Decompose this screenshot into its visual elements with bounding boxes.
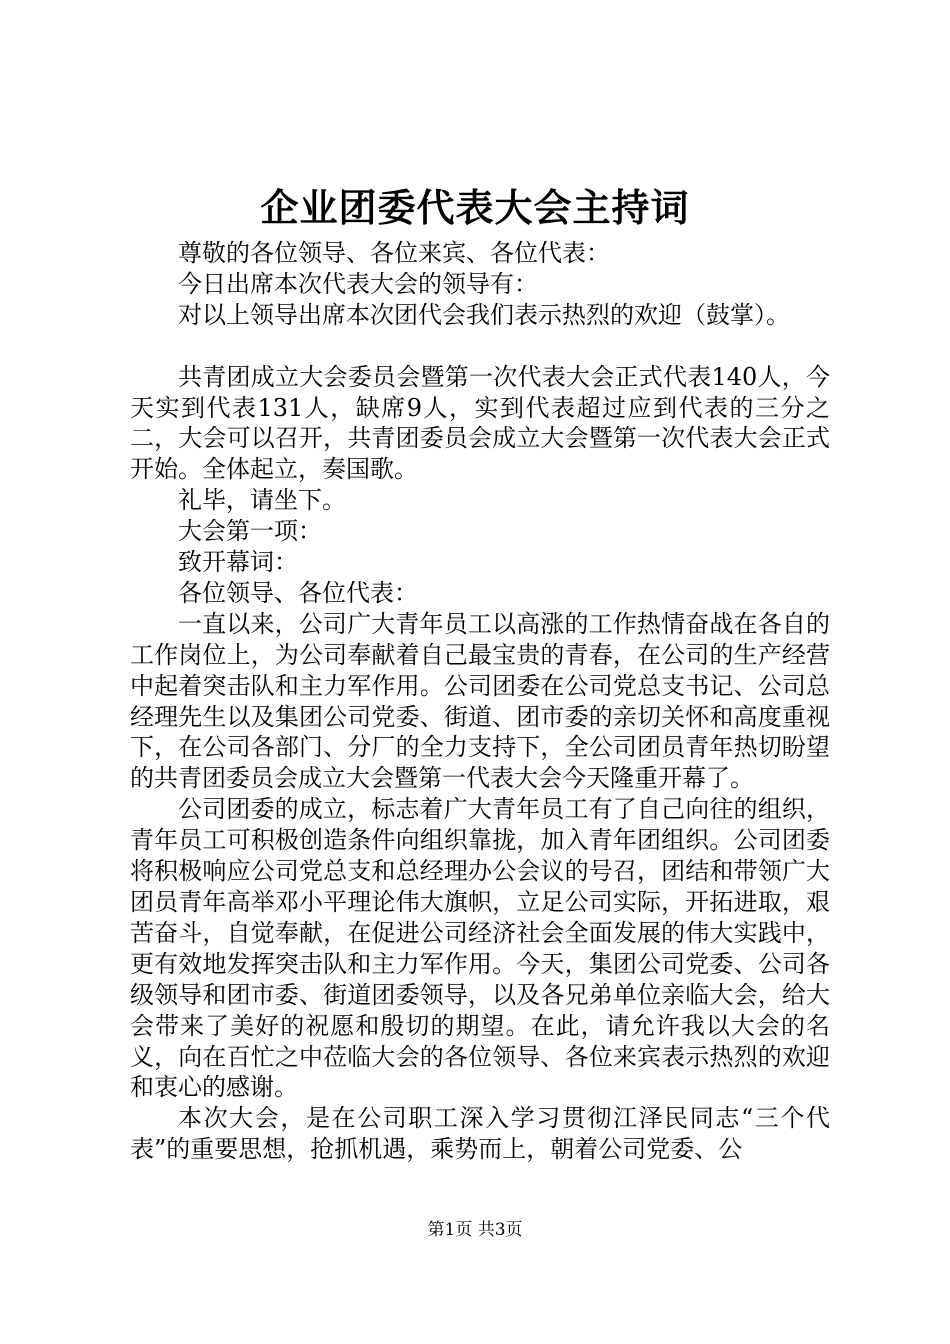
- paragraph-leaders-present: 今日出席本次代表大会的领导有：: [178, 269, 538, 298]
- paragraph-agenda-item-one: 大会第一项：: [178, 517, 322, 546]
- document-title: 企业团委代表大会主持词: [260, 185, 690, 230]
- paragraph-greeting: 尊敬的各位领导、各位来宾、各位代表：: [178, 239, 610, 267]
- paragraph-welcome: 对以上领导出席本次团代会我们表示热烈的欢迎（鼓掌）。: [178, 300, 790, 329]
- paragraph-body-2: 公司团委的成立，标志着广大青年员工有了自己向往的组织，青年员工可积极创造条件向组织靠拢，加入青年团组织。公司团委将积极响应公司党总支和总经理办公会议的号召，团结和带领广大团员青年高举邓小平理论伟大旗帜，立足公司实际，开拓进取，艰苦奋斗，自觉奉献，在促进公司经济社会全面发展的伟大实践中，更有效地发挥突击队和主力军作用。今天，集团公司党委、公司各级领导和团市委、街道团委领导，以及各兄弟单位亲临大会，给大会带来了美好的祝愿和殷切的期望。在此，请允许我以大会的名义，向在百忙之中莅临大会的各位领导、各位来宾表示热烈的欢迎和衷心的感谢。: [130, 795, 830, 1102]
- paragraph-opening-speech: 致开幕词：: [178, 548, 298, 577]
- page-footer: 第1页 共3页: [427, 1220, 523, 1240]
- document-body: [130, 238, 830, 1165]
- blank-line: [130, 331, 830, 362]
- paragraph-body-1: 一直以来，公司广大青年员工以高涨的工作热情奋战在各自的工作岗位上，为公司奉献着自己最宝贵的青春，在公司的生产经营中起着突击队和主力军作用。公司团委在公司党总支书记、公司总经理先生以及集团公司党委、街道、团市委的亲切关怀和高度重视下，在公司各部门、分厂的全力支持下，全公司团员青年热切盼望的共青团委员会成立大会暨第一代表大会今天隆重开幕了。: [130, 609, 830, 793]
- paragraph-attendance: 共青团成立大会委员会暨第一次代表大会正式代表140人，今天实到代表131人，缺席9人，实到代表超过应到代表的三分之二，大会可以召开，共青团委员会成立大会暨第一次代表大会正式开始。全体起立，奏国歌。: [130, 362, 830, 484]
- paragraph-sit-down: 礼毕，请坐下。: [178, 486, 346, 515]
- paragraph-address: 各位领导、各位代表：: [178, 578, 418, 607]
- paragraph-body-3: 本次大会，是在公司职工深入学习贯彻江泽民同志“三个代表”的重要思想，抢抓机遇，乘势而上，朝着公司党委、公: [130, 1104, 830, 1164]
